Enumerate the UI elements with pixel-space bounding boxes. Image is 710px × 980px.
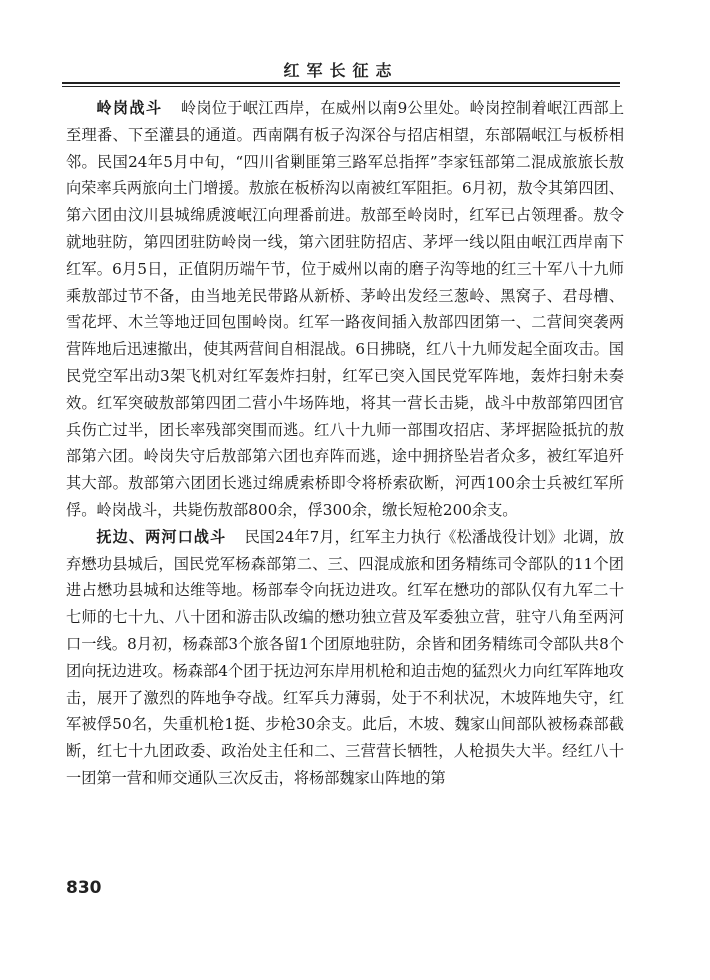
header-rule-thin	[62, 86, 620, 87]
section-text: 民国24年7月，红军主力执行《松潘战役计划》北调，放弃懋功县城后，国民党军杨森部第二、三、四混成旅和团务精练司令部队的11个团进占懋功县城和达维等地。杨部奉令向抚边进攻。红军在懋功的部队仅有九军二十七师的七十九、八十团和游击队改编的懋功独立营及军委独立营，驻守八角至两河口一线。8月初，杨森部3个旅各留1个团原地驻防，余皆和团务精练司令部队共8个团向抚边进攻。杨森部4个团于抚边河东岸用机枪和迫击炮的猛烈火力向红军阵地攻击，展开了激烈的阵地争夺战。红军兵力薄弱，处于不利状况，木坡阵地失守，红军被俘50名，失重机枪1挺、步枪30余支。此后，木坡、魏家山间部队被杨森部截断，红七十九团政委、政治处主任和二、三营营长牺牲，人枪损失大半。经红八十一团第一营和师交通队三次反击，将杨部魏家山阵地的第	[66, 527, 625, 787]
section-fubian-lianghekou-battle	[66, 524, 624, 792]
section-title: 岭岗战斗	[96, 99, 163, 117]
section-lingang-battle	[66, 95, 624, 524]
running-header: 红军长征志	[283, 61, 399, 80]
header-rule-thick	[62, 82, 620, 84]
article-body	[66, 95, 624, 792]
section-title: 抚边、两河口战斗	[96, 527, 227, 546]
section-text: 岭岗位于岷江西岸，在威州以南9公里处。岭岗控制着岷江西部上至理番、下至灌县的通道。西南隅有板子沟深谷与招店相望，东部隔岷江与板桥相邻。民国24年5月中旬，“四川省剿匪第三路军总指挥”李家钰部第二混成旅旅长敖向荣率兵两旅向土门增援。敖旅在板桥沟以南被红军阻拒。6月初，敖令其第四团、第六团由汶川县城绵虒渡岷江向理番前进。敖部至岭岗时，红军已占领理番。敖令就地驻防，第四团驻防岭岗一线，第六团驻防招店、茅坪一线以阻由岷江西岸南下红军。6月5日，正值阴历端午节，位于威州以南的磨子沟等地的红三十军八十九师乘敖部过节不备，由当地羌民带路从新桥、茅岭出发经三葱岭、黑窝子、君母槽、雪花坪、木兰等地迂回包围岭岗。红军一路夜间插入敖部四团第一、二营间突袭两营阵地后迅速撤出，使其两营间自相混战。6日拂晓，红八十九师发起全面攻击。国民党空军出动3架飞机对红军轰炸扫射，红军已突入国民党军阵地，轰炸扫射未奏效。红军突破敖部第四团二营小牛场阵地，将其一营长击毙，战斗中敖部第四团官兵伤亡过半，团长率残部突围而逃。红八十九师一部围攻招店、茅坪据险抵抗的敖部第六团。岭岗失守后敖部第六团也弃阵而逃，途中拥挤坠岩者众多，被红军追歼其大部。敖部第六团团长逃过绵虒索桥即令将桥索砍断，河西100余士兵被红军所俘。岭岗战斗，共毙伤敖部800余，俘300余，缴长短枪200余支。	[66, 99, 625, 519]
page-number: 830	[66, 878, 102, 898]
